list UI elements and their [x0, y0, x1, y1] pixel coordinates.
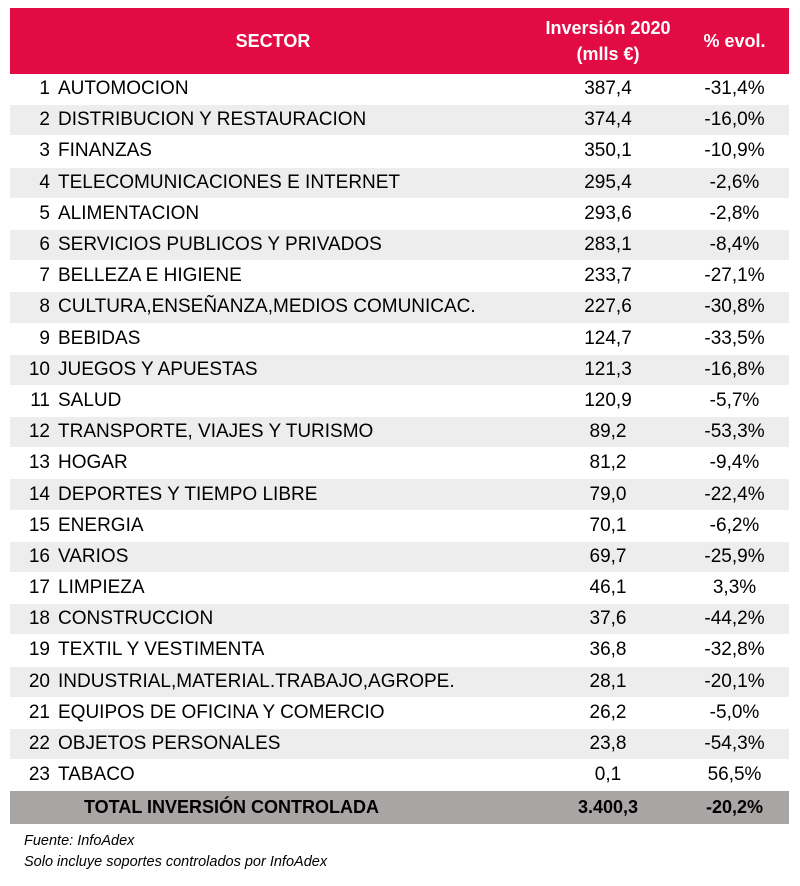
row-number: 5 — [39, 202, 50, 224]
table-row — [10, 324, 789, 355]
row-sector: OBJETOS PERSONALES — [58, 733, 281, 755]
row-evol: -6,2% — [709, 514, 760, 536]
row-number: 6 — [39, 234, 50, 256]
row-inversion: 295,4 — [584, 171, 632, 193]
row-number: 14 — [28, 483, 50, 505]
row-number: 1 — [39, 78, 50, 100]
row-evol: -10,9% — [704, 140, 765, 162]
row-number: 12 — [28, 421, 50, 443]
table-row — [10, 698, 789, 729]
row-number: 15 — [28, 514, 50, 536]
header-sector: SECTOR — [235, 30, 311, 51]
row-sector: CONSTRUCCION — [58, 608, 214, 630]
row-evol: -54,3% — [704, 733, 765, 755]
table-row — [10, 760, 789, 791]
table-row — [10, 511, 789, 542]
row-inversion: 120,9 — [584, 389, 632, 411]
row-sector: TEXTIL Y VESTIMENTA — [58, 639, 265, 661]
investment-table — [10, 8, 789, 824]
row-sector: SERVICIOS PUBLICOS Y PRIVADOS — [58, 234, 382, 256]
row-inversion: 79,0 — [589, 483, 627, 505]
row-evol: -53,3% — [704, 421, 765, 443]
row-evol: -9,4% — [709, 452, 760, 474]
row-inversion: 293,6 — [584, 202, 632, 224]
table-row — [10, 386, 789, 417]
row-sector: ALIMENTACION — [58, 202, 200, 224]
row-number: 19 — [28, 639, 50, 661]
row-sector: BEBIDAS — [58, 327, 141, 349]
row-evol: -32,8% — [704, 639, 765, 661]
row-inversion: 121,3 — [584, 358, 632, 380]
total-evol: -20,2% — [705, 797, 764, 818]
row-number: 7 — [39, 265, 50, 287]
footnotes — [24, 831, 327, 873]
row-inversion: 23,8 — [589, 733, 627, 755]
row-inversion: 374,4 — [584, 109, 632, 131]
row-inversion: 69,7 — [589, 545, 627, 567]
table-header — [10, 8, 789, 74]
row-sector: BELLEZA E HIGIENE — [58, 265, 242, 287]
header-inversion — [536, 8, 680, 74]
row-inversion: 46,1 — [589, 577, 627, 599]
table-row — [10, 542, 789, 573]
row-inversion: 81,2 — [589, 452, 627, 474]
row-sector: HOGAR — [58, 452, 128, 474]
row-sector: TRANSPORTE, VIAJES Y TURISMO — [58, 421, 374, 443]
row-evol: -16,0% — [704, 109, 765, 131]
row-sector: AUTOMOCION — [58, 78, 189, 100]
row-number: 10 — [28, 358, 50, 380]
row-inversion: 387,4 — [584, 78, 632, 100]
row-inversion: 0,1 — [594, 764, 622, 786]
row-evol: -5,7% — [709, 389, 760, 411]
row-inversion: 28,1 — [589, 670, 627, 692]
table-row — [10, 261, 789, 292]
row-evol: 56,5% — [707, 764, 762, 786]
row-evol: -5,0% — [709, 701, 760, 723]
source-note: Fuente: InfoAdex — [24, 833, 135, 849]
table-row — [10, 635, 789, 666]
row-number: 20 — [28, 670, 50, 692]
table-row — [10, 168, 789, 199]
row-sector: JUEGOS Y APUESTAS — [58, 358, 258, 380]
row-sector: VARIOS — [58, 545, 129, 567]
row-inversion: 37,6 — [589, 608, 627, 630]
row-number: 16 — [28, 545, 50, 567]
row-number: 8 — [39, 296, 50, 318]
total-label: TOTAL INVERSIÓN CONTROLADA — [84, 797, 380, 818]
row-inversion: 350,1 — [584, 140, 632, 162]
row-sector: INDUSTRIAL,MATERIAL.TRABAJO,AGROPE. — [58, 670, 455, 692]
row-number: 2 — [39, 109, 50, 131]
row-sector: FINANZAS — [58, 140, 152, 162]
row-evol: -2,6% — [709, 171, 760, 193]
total-row — [10, 791, 789, 824]
table-row — [10, 292, 789, 323]
row-inversion: 89,2 — [589, 421, 627, 443]
row-evol: -25,9% — [704, 545, 765, 567]
row-number: 9 — [39, 327, 50, 349]
table-row — [10, 604, 789, 635]
row-evol: -16,8% — [704, 358, 765, 380]
row-evol: -33,5% — [704, 327, 765, 349]
table-row — [10, 136, 789, 167]
row-inversion: 124,7 — [584, 327, 632, 349]
row-sector: LIMPIEZA — [58, 577, 145, 599]
total-inversion: 3.400,3 — [577, 797, 639, 818]
row-inversion: 227,6 — [584, 296, 632, 318]
header-inversion-title: Inversión 2020 — [545, 18, 671, 38]
row-inversion: 26,2 — [589, 701, 627, 723]
row-number: 22 — [28, 733, 50, 755]
table-row — [10, 355, 789, 386]
table-row — [10, 74, 789, 105]
table-row — [10, 230, 789, 261]
row-sector: SALUD — [58, 389, 122, 411]
row-sector: TABACO — [58, 764, 135, 786]
header-evol: % evol. — [703, 30, 766, 51]
row-number: 18 — [28, 608, 50, 630]
table-row — [10, 448, 789, 479]
row-number: 13 — [28, 452, 50, 474]
row-sector: ENERGIA — [58, 514, 144, 536]
row-inversion: 70,1 — [589, 514, 627, 536]
row-evol: -27,1% — [704, 265, 765, 287]
row-sector: DEPORTES Y TIEMPO LIBRE — [58, 483, 318, 505]
table-body — [10, 74, 789, 791]
row-number: 23 — [28, 764, 50, 786]
table-row — [10, 667, 789, 698]
row-number: 3 — [39, 140, 50, 162]
row-evol: -8,4% — [709, 234, 760, 256]
table-row — [10, 729, 789, 760]
row-evol: -20,1% — [704, 670, 765, 692]
table-row — [10, 199, 789, 230]
row-sector: CULTURA,ENSEÑANZA,MEDIOS COMUNICAC. — [58, 296, 476, 318]
row-evol: -2,8% — [709, 202, 760, 224]
table-row — [10, 105, 789, 136]
table-row — [10, 479, 789, 510]
row-evol: -31,4% — [704, 78, 765, 100]
row-sector: DISTRIBUCION Y RESTAURACION — [58, 109, 367, 131]
row-inversion: 36,8 — [589, 639, 627, 661]
row-number: 11 — [30, 389, 50, 411]
table-row — [10, 417, 789, 448]
row-evol: 3,3% — [712, 577, 757, 599]
row-sector: TELECOMUNICACIONES E INTERNET — [58, 171, 401, 193]
row-sector: EQUIPOS DE OFICINA Y COMERCIO — [58, 701, 385, 723]
row-number: 21 — [28, 701, 50, 723]
row-number: 4 — [39, 171, 50, 193]
row-inversion: 283,1 — [584, 234, 632, 256]
table-row — [10, 573, 789, 604]
scope-note: Solo incluye soportes controlados por InfoAdex — [24, 854, 328, 870]
row-evol: -44,2% — [704, 608, 765, 630]
header-inversion-unit: (mlls €) — [576, 44, 640, 64]
row-evol: -22,4% — [704, 483, 765, 505]
row-evol: -30,8% — [704, 296, 765, 318]
row-number: 17 — [28, 577, 50, 599]
row-inversion: 233,7 — [584, 265, 632, 287]
